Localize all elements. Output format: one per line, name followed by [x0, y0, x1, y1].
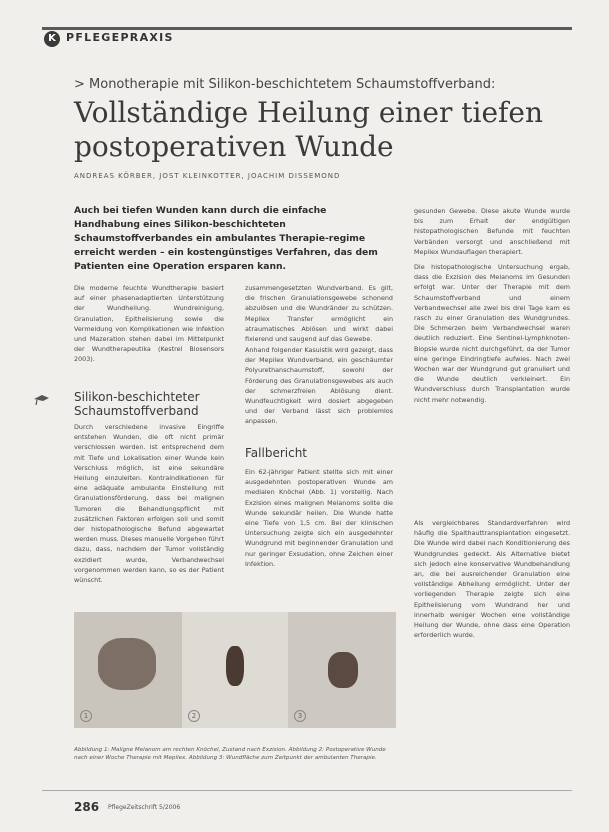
wound-area — [226, 646, 244, 686]
article-authors: ANDREAS KÖRBER, JOST KLEINKOTTER, JOACHIM DISSEMOND — [74, 172, 341, 180]
section-label: PFLEGEPRAXIS — [66, 31, 174, 44]
column-3-paragraph: Die histopathologische Untersuchung ergab, dass die Exzision des Melanoms im Gesunden erfolgt war. Unter der Therapie mit dem Schaumstoffverband und einem Verbandwechsel alle zwei bis drei Tage kam es rasch zu einer Granulation des Wundgrundes. Die Schmerzen beim Verbandwechsel waren deutlich reduziert. Eine Sentinel-Lymphknoten-Biopsie wurde nicht durchgeführt, da der Tumor eine geringe Eindringtiefe aufwies. Nach zwei Wochen war der Wundgrund gut granuliert und die Wunde deutlich verkleinert. Ein Wundverschluss durch Transplantation wurde nicht mehr notwendig. — [414, 263, 570, 404]
wound-photo-2 — [182, 612, 288, 728]
column-3-intro: gesunden Gewebe. Diese akute Wunde wurde bis zum Erhalt der endgültigen histopathologischen Befunde mit feuchten Verbänden versorgt und anschließend mit Mepilex Wundauflagen therapiert. — [414, 207, 570, 256]
wound-area — [98, 638, 156, 690]
article-lead: Auch bei tiefen Wunden kann durch die einfache Handhabung eines Silikon-beschichteten Schaumstoffverbandes ein ambulantes Therapie-regime erreicht werden – ein kostengünstiges Verfahren, das dem Patienten eine Operation ersparen kann. — [74, 205, 378, 272]
header-rule — [42, 27, 572, 30]
section-badge: K — [44, 31, 60, 47]
column-2-intro: zusammengesetzten Wundverband. Es gilt, die frischen Granulationsgewebe schonend abzulösen und die Wundränder zu schützen. Mepilex Transfer ermöglicht ein atraumatisches Ablösen und wirkt dabei fixierend und saugend auf das Gewebe. — [245, 284, 393, 344]
column-1-intro: Die moderne feuchte Wundtherapie basiert auf einer phasenadaptierten Unterstützung der Wundheilung. Wundreinigung, Granulation, Epithelisierung sowie die Vermeidung von Komplikationen wie Infektion und Mazeration stehen dabei im Mittelpunkt der Wundtherapeutika (Kestrel Biosensors 2003). — [74, 284, 224, 364]
wound-photo-strip — [74, 612, 396, 728]
photo-number: 3 — [294, 710, 306, 722]
wound-photo-1 — [74, 612, 182, 728]
column-2-heading: Fallbericht — [245, 446, 307, 460]
article-kicker: > Monotherapie mit Silikon-beschichtetem Schaumstoffverband: — [74, 77, 496, 92]
column-1-heading: Silikon-beschichteter Schaumstoffverband — [74, 390, 200, 418]
footer-rule — [42, 790, 572, 791]
pointer-clip-icon — [33, 392, 51, 406]
photo-number: 2 — [188, 710, 200, 722]
article-title: Vollständige Heilung einer tiefen postoperativen Wunde — [74, 96, 543, 163]
wound-photo-3 — [288, 612, 396, 728]
column-2-body: Ein 62-jähriger Patient stellte sich mit einer ausgedehnten postoperativen Wunde am medialen Knöchel (Abb. 1) vorstellig. Nach Exzision eines malignen Melanoms sollte die Wunde sekundär heilen. Die Wunde hatte eine Tiefe von 1,5 cm. Bei der klinischen Untersuchung zeigte sich ein ausgedehnter Wundgrund mit beginnender Granulation und nur geringer Exsudation, ohne Zeichen einer Infektion. — [245, 468, 393, 568]
photo-number: 1 — [80, 710, 92, 722]
column-1-body: Durch verschiedene invasive Eingriffe entstehen Wunden, die oft nicht primär verschlossen werden. Ist entsprechend dem mit Tiefe und Lokalisation einer Wunde kein Verschluss möglich, ist eine sekundäre Heilung einzuleiten. Kontraindikationen für eine adäquate ambulante Einstellung mit Granulationsförderung, dass bei malignen Tumoren die Behandlungspflicht mit zusätzlichen Faktoren erfolgen soll und somit der histopathologische Befund abgewartet werden muss. Dieses manuelle Vorgehen führt dazu, dass, nachdem der Tumor vollständig exzidiert wurde, Verbandwechsel vorgenommen werden kann, so es der Patient wünscht. — [74, 423, 224, 585]
page-number: 286 — [74, 800, 100, 814]
column-2-paragraph: Anhand folgender Kasuistik wird gezeigt, dass der Mepilex Wundverband, ein geschäumter Polyurethanschaumstoff, sowohl der Förderung des Granulationsgewebes als auch der schmerzfreien Ablösung dient. Wundfeuchtigkeit wird dosiert abgegeben und der Verband lässt sich problemlos anpassen. — [245, 346, 393, 426]
wound-area — [328, 652, 358, 688]
column-3-body: Als vergleichbares Standardverfahren wird häufig die Spalthauttransplantation eingesetzt. Die Wunde wird dabei nach Konditionierung des Wundgrundes gedeckt. Als Alternative bietet sich jedoch eine konservative Wundbehandlung an, die bei ausreichender Granulation eine vollständige Abheilung ermöglicht. Unter der vorliegenden Therapie zeigte sich eine Epithelisierung vom Wundrand her und innerhalb weniger Wochen eine vollständige Heilung der Wunde, ohne dass eine Operation erforderlich wurde. — [414, 519, 570, 640]
journal-name: PflegeZeitschrift 5/2006 — [108, 804, 181, 811]
figure-caption: Abbildung 1: Maligne Melanom am rechten Knöchel, Zustand nach Exzision. Abbildung 2: Postoperative Wunde nach einer Woche Therapie mit Mepilex. Abbildung 3: Wundfläche zum Zeitpunkt der ambulanten Therapie. — [74, 747, 386, 762]
